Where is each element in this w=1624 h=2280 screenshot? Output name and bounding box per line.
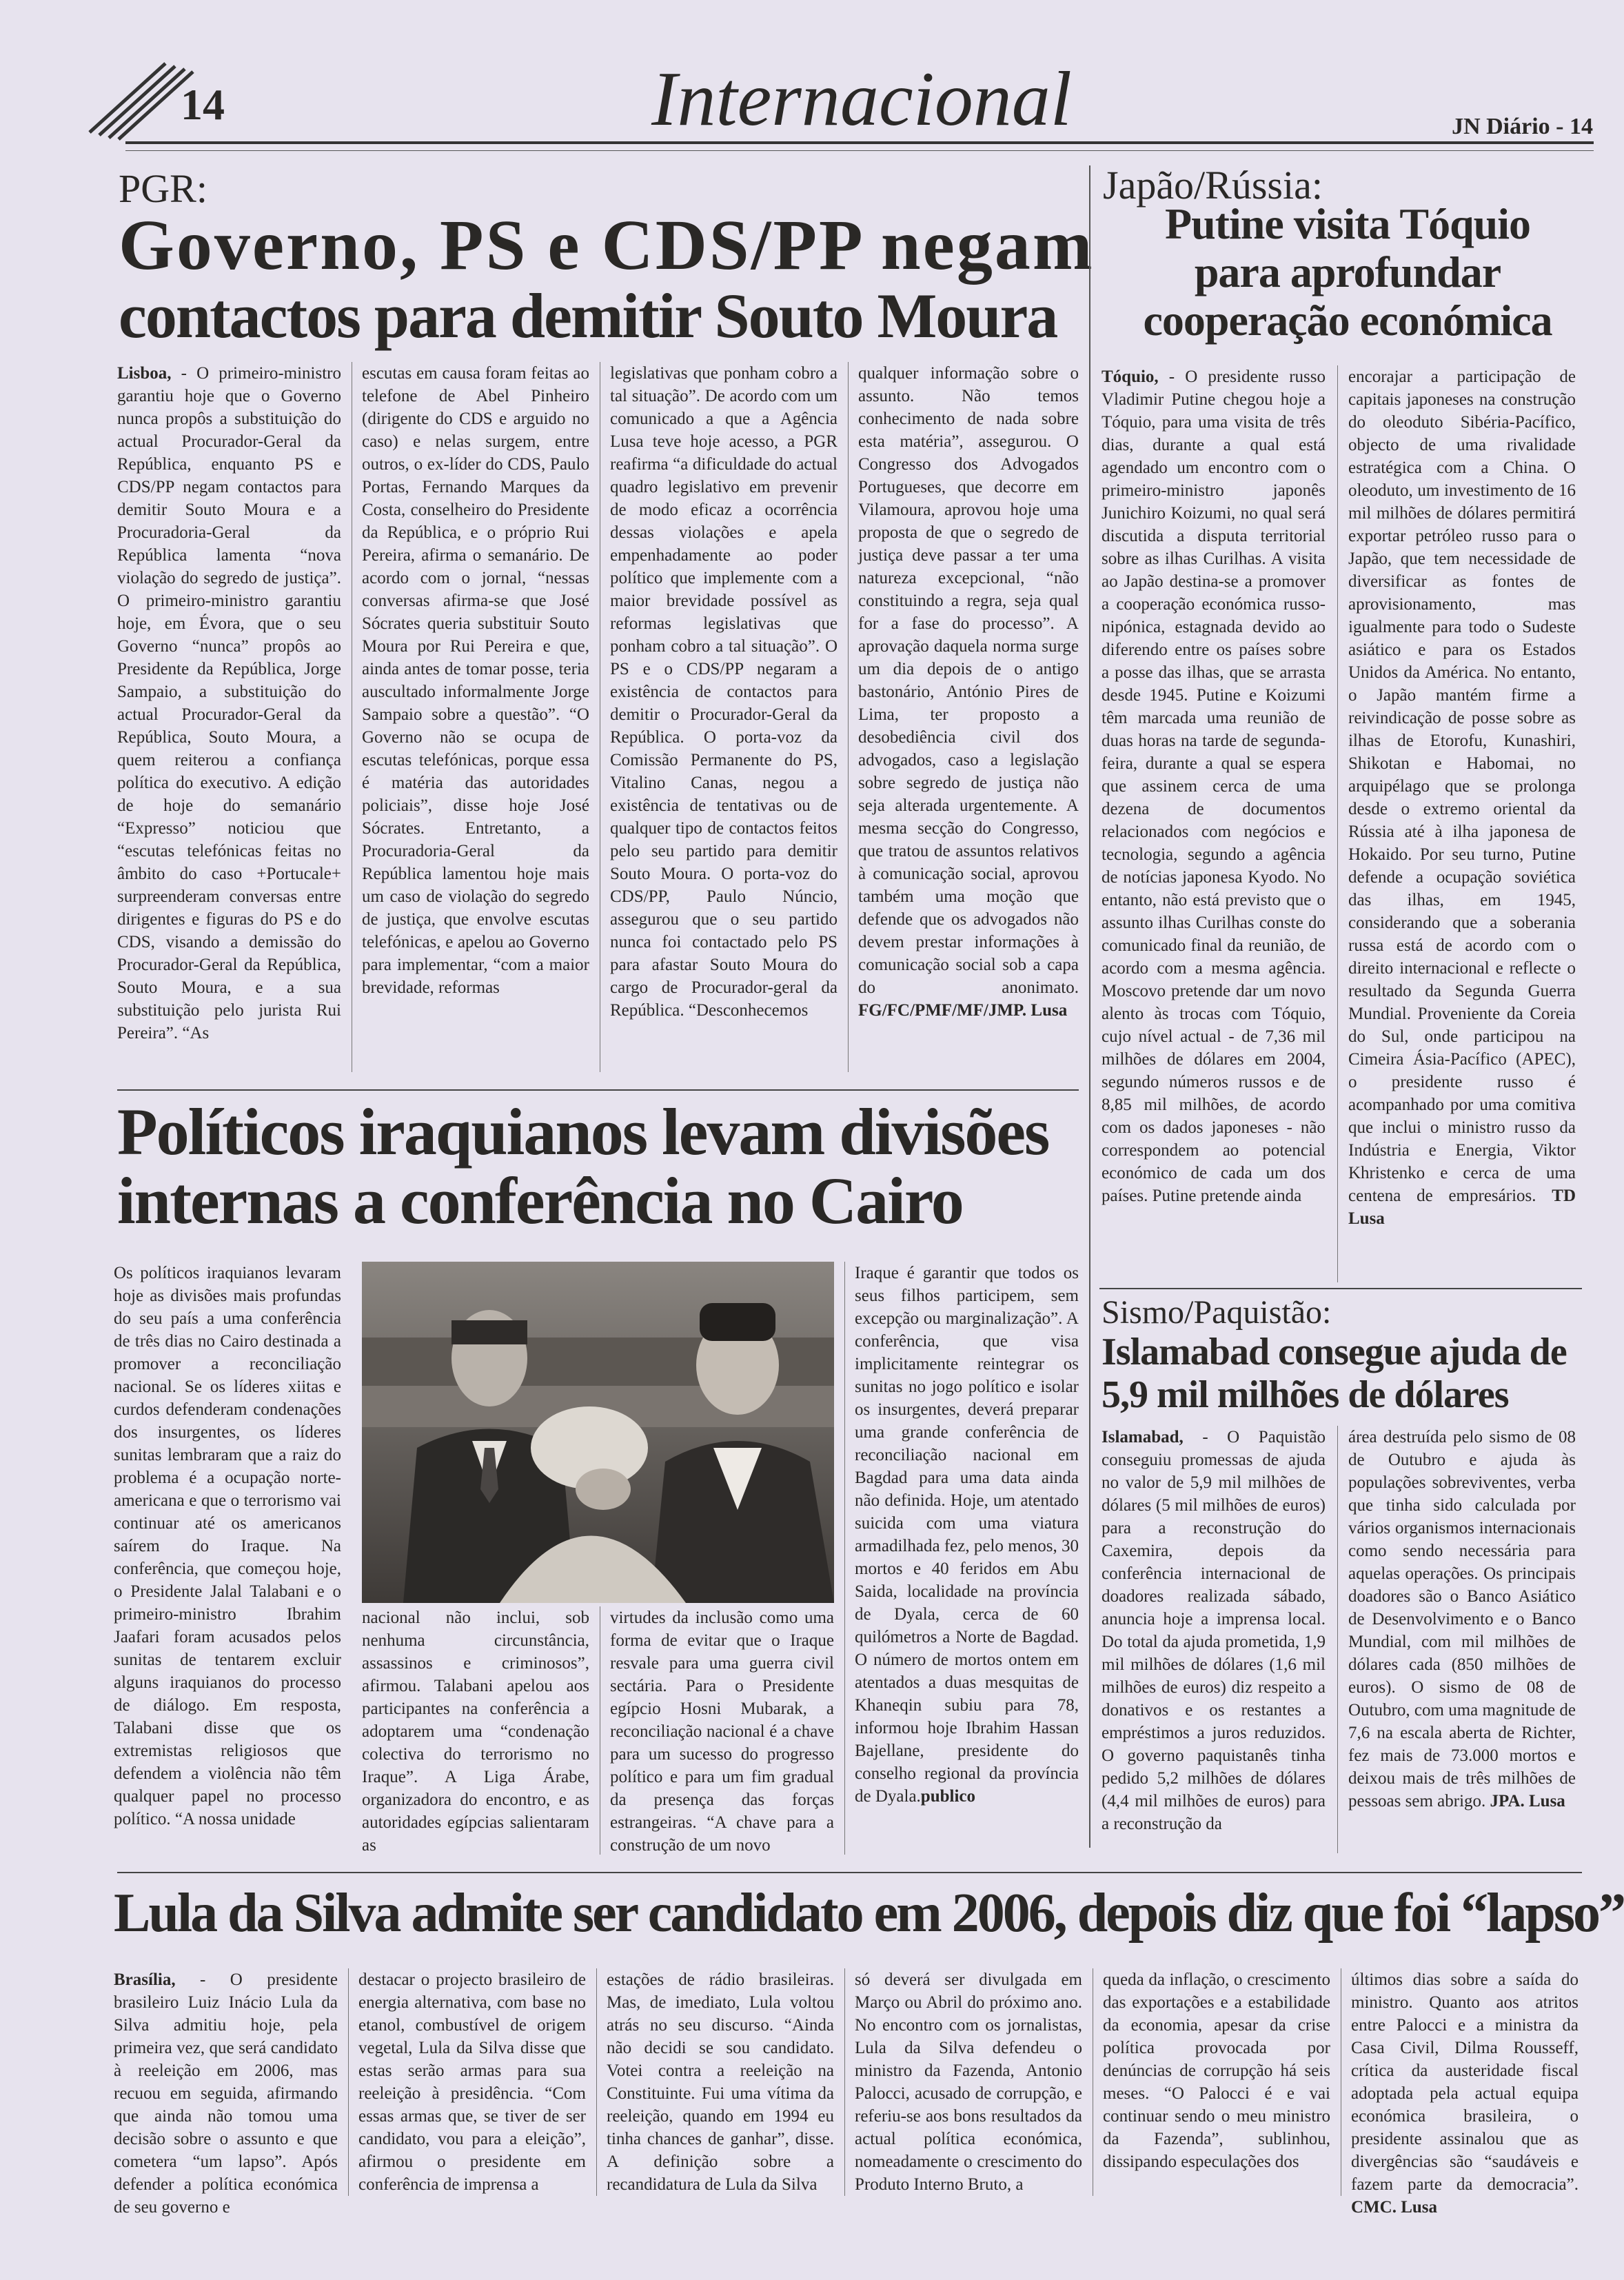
article-divider <box>117 1872 1582 1873</box>
column-divider <box>1337 365 1338 1282</box>
header-rule-thin <box>125 150 1594 151</box>
article1-column-3: legislativas que ponham cobro a tal situação”. De acordo com um comunicado a que a Agência Lusa teve hoje acesso, a PGR reafirma “a dificuldade do actual quadro legislativo em prevenir de modo eficaz a ocorrência dessas violações e apela empenhadamente ao poder político que implemente com a maior brevidade possível as reformas legislativas que ponham cobro a tal situação”. O PS e o CDS/PP negaram a existência de contactos para demitir o Procurador-Geral da República. O porta-voz da Comissão Permanente do PS, Vitalino Canas, negou a existência de tentativas ou de qualquer tipo de contactos feitos pelo seu partido para demitir Souto Moura. O porta-voz do CDS/PP, Paulo Núncio, assegurou que o seu partido nunca foi contactado pelo PS para afastar Souto Moura do cargo de Procurador-geral da República. “Desconhecemos <box>610 364 838 1020</box>
article3-headline-1: Políticos iraquianos levam divisões <box>117 1095 1049 1169</box>
article2-column-1: Tóquio, - O presidente russo Vladimir Putine chegou hoje a Tóquio, para uma visita de três dias, durante a qual está agendado um encontro com o primeiro-ministro japonês Junichiro Koizumi, no qual será discutida a disputa territorial sobre as ilhas Curilhas. A visita ao Japão destina-se a promover a cooperação económica russo-nipónica, estagnada devido ao diferendo entre os países sobre a posse das ilhas, que se arrasta desde 1945. Putine e Koizumi têm marcada uma reunião de duas horas na tarde de segunda-feira, durante a qual se espera que assinem cerca de uma dezena de documentos relacionados com negócios e tecnologia, segundo a agência de notícias japonesa Kyodo. No entanto, não está previsto que o assunto ilhas Curilhas conste do comunicado final da reunião, de acordo com a mesma agência. Moscovo pretende dar um novo alento às trocas com Tóquio, cujo nível actual - de 7,36 mil milhões de dólares em 2004, segundo números russos e de 8,85 mil milhões, de acordo com os dados japoneses - não correspondem ao potencial económico de cada um dos países. Putine pretende ainda <box>1102 367 1326 1205</box>
article-divider <box>117 1089 1079 1091</box>
article3-column-3: virtudes da inclusão como uma forma de evitar que o Iraque resvale para uma guerra civil sectária. Para o Presidente egípcio Hosni Mubarak, a reconciliação nacional é a chave para um sucesso do progresso político e para um fim gradual da presença das forças estrangeiras. “A chave para a construção de um novo <box>610 1608 834 1855</box>
article2-byline: Tóquio, <box>1102 367 1159 386</box>
news-photo <box>362 1262 834 1603</box>
article5-headline: Lula da Silva admite ser candidato em 2006, depois diz que foi “lapso” <box>114 1883 1624 1944</box>
article5-column-6: últimos dias sobre a saída do ministro. Quanto aos atritos entre Palocci e a ministra da Casa Civil, Dilma Rousseff, crítica da austeridade fiscal adoptada pela actual equipa económica brasileira, o presidente assinalou que as divergências são “saudáveis e fazem parte da democracia”. CMC. Lusa <box>1351 1970 1579 2217</box>
article4-byline: Islamabad, <box>1102 1428 1184 1446</box>
article1-headline-1: Governo, PS e CDS/PP negam <box>119 205 1095 285</box>
article2-column-2: encorajar a participação de capitais japoneses na construção do oleoduto Sibéria-Pacífico, objecto de uma rivalidade estratégica com a China. O oleoduto, um investimento de 16 mil milhões de dólares permitirá exportar petróleo russo para o Japão, que tem necessidade de diversificar as fontes de aprovisionamento, mas igualmente para todo o Sudeste asiático e para os Estados Unidos da América. No entanto, o Japão mantém firme a reivindicação de posse sobre as ilhas de Etorofu, Kunashiri, Shikotan e Habomai, no arquipélago que se prolonga desde o extremo oriental da Rússia até à ilha japonesa de Hokaido. Por seu turno, Putine defende a ocupação soviética das ilhas, em 1945, considerando que a soberania russa está de acordo com o direito internacional e reflecte o resultado da Segunda Guerra Mundial. Proveniente da Coreia do Sul, onde participou na Cimeira Ásia-Pacífico (APEC), o presidente russo é acompanhado por uma comitiva que inclui o ministro russo da Indústria e Energia, Viktor Khristenko e cerca de uma centena de empresários. TD Lusa <box>1348 367 1576 1228</box>
article3-signature: publico <box>920 1787 975 1806</box>
article1-column-1: Lisboa, - O primeiro-ministro garantiu hoje que o Governo nunca propôs a substituição do actual Procurador-Geral da República, enquanto PS e CDS/PP negam contactos para demitir Souto Moura e a Procuradoria-Geral da República lamenta “nova violação do segredo de justiça”. O primeiro-ministro garantiu hoje, em Évora, que o seu Governo “nunca” propôs ao Presidente da República, Jorge Sampaio, a substituição do actual Procurador-Geral da República, Souto Moura, a quem reiterou a confiança política do executivo. A edição de hoje do semanário “Expresso” noticiou que “escutas telefónicas feitas no âmbito do caso +Portucale+ surpreenderam conversas entre dirigentes e figuras do PS e do CDS, visando a demissão do Procurador-Geral da República, Souto Moura, e a sua substituição pelo jurista Rui Pereira”. “As <box>117 364 341 1042</box>
photo-image <box>362 1262 834 1603</box>
article5-column-2: destacar o projecto brasileiro de energia alternativa, com base no etanol, combustível de origem vegetal, Lula da Silva disse que estas serão armas para sua reeleição à presidência. “Com essas armas que, se tiver de ser candidato, vou para a eleição”, afirmou o presidente em conferência de imprensa a <box>358 1970 586 2194</box>
article4-column-1: Islamabad, - O Paquistão conseguiu promessas de ajuda no valor de 5,9 mil milhões de dólares (5 mil milhões de euros) para a reconstrução do Caxemira, depois da conferência internacional de doadores realizada sábado, anuncia hoje a imprensa local. Do total da ajuda prometida, 1,9 mil milhões de dólares (1,6 mil milhões de euros) diz respeito a donativos e os restantes a empréstimos a juros reduzidos. O governo paquistanês tinha pedido 5,2 milhões de dólares (4,4 mil milhões de euros) para a reconstrução da <box>1102 1428 1326 1833</box>
article2-headline: Putine visita Tóquio para aprofundar cooperação económica <box>1143 199 1552 345</box>
article1-column-2: escutas em causa foram feitas ao telefone de Abel Pinheiro (dirigente do CDS e arguido no caso) e nelas surgem, entre outros, o ex-líder do CDS, Paulo Portas, Fernando Marques da Costa, conselheiro do Presidente da República, e o próprio Rui Pereira, afirma o semanário. De acordo com o jornal, “nessas conversas afirma-se que José Sócrates queria substituir Souto Moura por Rui Pereira e que, ainda antes de tomar posse, teria auscultado informalmente Jorge Sampaio sobre a questão”. “O Governo não se ocupa de escutas telefónicas, porque essa é matéria das autoridades policiais”, disse hoje José Sócrates. Entretanto, a Procuradoria-Geral da República lamentou hoje mais um caso de violação do segredo de justiça, que envolve escutas telefónicas, e apelou ao Governo para implementar, “com a maior brevidade, reformas <box>362 364 589 997</box>
article1-column-4: qualquer informação sobre o assunto. Não temos conhecimento de nada sobre esta matéria”, assegurou. O Congresso dos Advogados Portugueses, que decorre em Vilamoura, aprovou hoje uma proposta de que o segredo de justiça deve passar a ter uma natureza excepcional, “não constituindo a regra, seja qual for a fase do processo”. A aprovação daquela norma surge um dia depois de o antigo bastonário, António Pires de Lima, ter proposto a desobediência civil dos advogados, caso a legislação sobre segredo de justiça não seja alterada urgentemente. A mesma secção do Congresso, que tratou de assuntos relativos à comunicação social, aprovou também uma moção que defende que os advogados não devem prestar informações à comunicação social sob a capa do anonimato. FG/FC/PMF/MF/JMP. Lusa <box>858 364 1079 1020</box>
column-divider <box>348 1968 349 2196</box>
page-number: 14 <box>181 80 225 129</box>
article2-signature: TD Lusa <box>1348 1187 1576 1228</box>
article5-column-4: só deverá ser divulgada em Março ou Abril do próximo ano. No encontro com os jornalistas, Lula da Silva defendeu o ministro da Fazenda, Antonio Palocci, acusado de corrupção, e referiu-se aos bons resultados da actual política económica, nomeadamente o crescimento do Produto Interno Bruto, a <box>855 1970 1082 2194</box>
article1-byline: Lisboa, <box>117 364 172 383</box>
article1-signature: FG/FC/PMF/MF/JMP. Lusa <box>858 1001 1068 1020</box>
column-divider <box>848 362 849 1072</box>
article4-column-2: área destruída pelo sismo de 08 de Outubro e ajuda às populações sobreviventes, verba que tinha sido calculada por vários organismos internacionais como sendo necessária para aquelas operações. Os principais doadores são o Banco Asiático de Desenvolvimento e o Banco Mundial, com mil milhões de dólares cada (850 milhões de euros). O sismo de 08 de Outubro, com uma magnitude de 7,6 na escala aberta de Richter, fez mais de 73.000 mortos e deixou mais de três milhões de pessoas sem abrigo. JPA. Lusa <box>1348 1428 1576 1810</box>
article4-kicker: Sismo/Paquistão: <box>1102 1294 1332 1331</box>
article-divider <box>1099 1288 1582 1289</box>
article3-column-2: nacional não inclui, sob nenhuma circunstância, assassinos e criminosos”, afirmou. Talabani apelou aos participantes na conferência a adoptarem uma “condenação colectiva do terrorismo no Iraque”. A Liga Árabe, organizadora do encontro, e as autoridades egípcias salientaram as <box>362 1608 589 1855</box>
column-divider <box>596 1968 597 2196</box>
section-title: Internacional <box>651 57 1072 142</box>
article3-headline-2: internas a conferência no Cairo <box>117 1164 963 1238</box>
column-divider <box>844 1262 845 1855</box>
column-divider <box>1337 1426 1338 1853</box>
article4-signature: JPA. Lusa <box>1490 1792 1565 1810</box>
article5-signature: CMC. Lusa <box>1351 2198 1438 2217</box>
article1-headline-2: contactos para demitir Souto Moura <box>119 281 1057 351</box>
article5-column-1: Brasília, - O presidente brasileiro Luiz Inácio Lula da Silva admitiu hoje, pela primeira vez, que será candidato à reeleição em 2006, mas recuou em seguida, afirmando que ainda não tomou uma decisão sobre o assunto e que cometera “um lapso”. Após defender a política económica de seu governo e <box>114 1970 338 2217</box>
article5-byline: Brasília, <box>114 1970 176 1989</box>
article4-headline: Islamabad consegue ajuda de 5,9 mil milhões de dólares <box>1102 1331 1567 1416</box>
section-hatch-logo <box>90 63 193 139</box>
article3-column-1: Os políticos iraquianos levaram hoje as divisões mais profundas do seu país a uma conferência de três dias no Cairo destinada a promover a reconciliação nacional. Se os líderes xiitas e curdos defenderam condenações dos insurgentes, os líderes sunitas lembraram que a raiz do problema é a ocupação norte-americana e que o terrorismo vai continuar até os americanos saírem do Iraque. Na conferência, que começou hoje, o Presidente Jalal Talabani e o primeiro-ministro Ibrahim Jaafari foram acusados pelos sunitas de tentarem excluir alguns iraquianos do processo de diálogo. Em resposta, Talabani disse que os extremistas religiosos que defendem a violência não têm qualquer papel no processo político. “A nossa unidade <box>114 1264 341 1828</box>
article2-kicker: Japão/Rússia: <box>1103 163 1323 208</box>
article1-kicker: PGR: <box>119 166 207 211</box>
article3-column-4: Iraque é garantir que todos os seus filhos participem, sem excepção ou marginalização”. A conferência, que visa implicitamente reintegrar os sunitas no jogo político e isolar os insurgentes, deverá preparar uma grande conferência de reconciliação nacional em Bagdad para uma data ainda não definida. Hoje, um atentado suicida com uma viatura armadilhada fez, pelo menos, 30 mortos e 40 feridos em Abu Saida, localidade na província de Dyala, cerca de 60 quilómetros a Norte de Bagdad. O número de mortos ontem em atentados a duas mesquitas de Khaneqin subiu para 78, informou hoje Ibrahim Hassan Bajellane, presidente do conselho regional da província de Dyala.publico <box>855 1264 1079 1806</box>
header-rule <box>125 141 1594 144</box>
section-divider <box>1089 165 1090 1848</box>
article5-column-5: queda da inflação, o crescimento das exportações e a estabilidade da economia, apesar da crise política provocada por denúncias de corrupção há seis meses. “O Palocci é e vai continuar sendo o meu ministro da Fazenda”, sublinhou, dissipando especulações dos <box>1103 1970 1330 2171</box>
column-divider <box>844 1968 845 2196</box>
edition-label: JN Diário - 14 <box>1452 114 1593 139</box>
article5-column-3: estações de rádio brasileiras. Mas, de imediato, Lula voltou atrás no seu discurso. “Ainda não decidi se sou candidato. Votei contra a reeleição na Constituinte. Fui uma vítima da reeleição, quando em 1994 eu tinha chances de ganhar”, disse. A definição sobre a recandidatura de Lula da Silva <box>607 1970 834 2194</box>
